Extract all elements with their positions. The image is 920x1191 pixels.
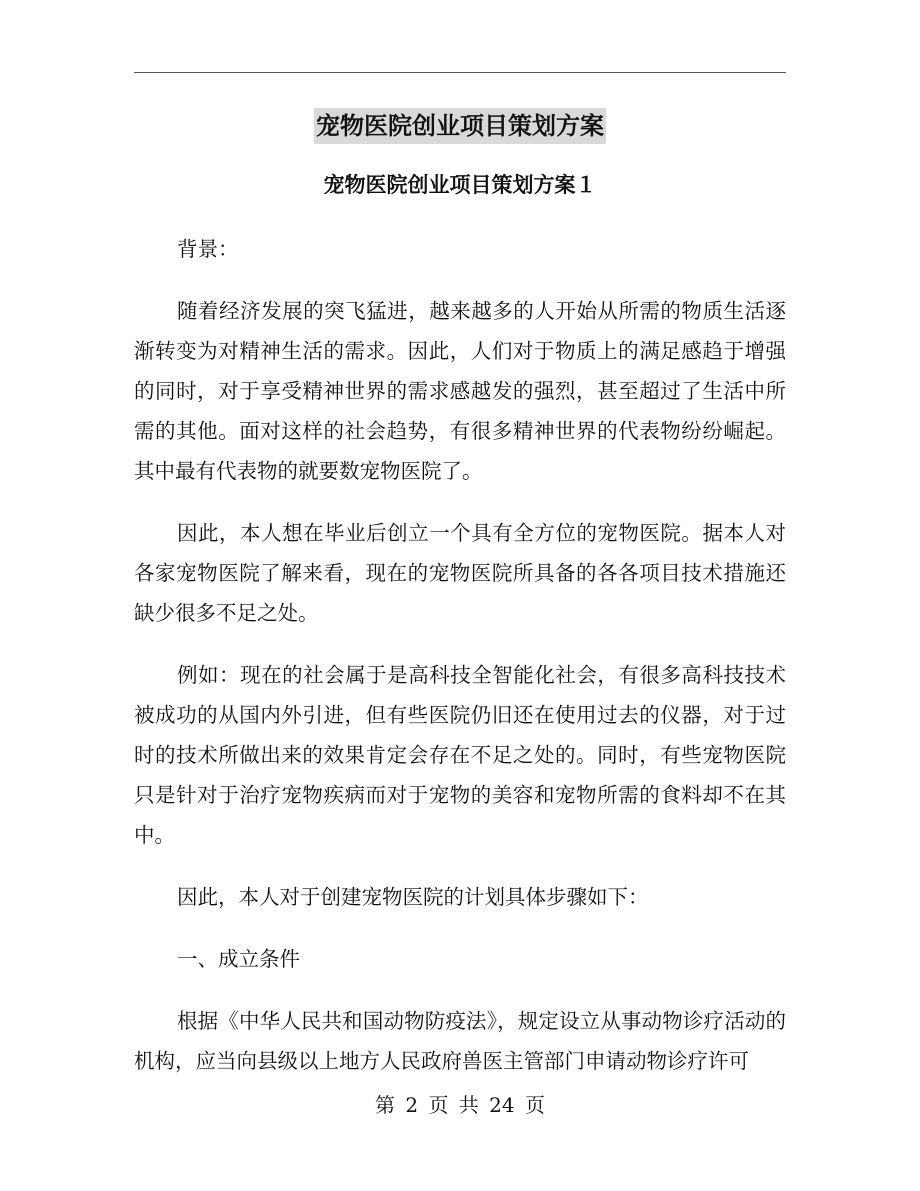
document-body — [134, 229, 786, 1103]
document-subtitle: 宠物医院创业项目策划方案１ — [323, 173, 597, 197]
paragraph: 随着经济发展的突飞猛进，越来越多的人开始从所需的物质生活逐渐转变为对精神生活的需求。因此，人们对于物质上的满足感趋于增强的同时，对于享受精神世界的需求感越发的强烈，甚至超过了生活中所需的其他。面对这样的社会趋势，有很多精神世界的代表物纷纷崛起。其中最有代表物的就要数宠物医院了。 — [134, 299, 786, 483]
header-rule — [134, 72, 786, 73]
title-container — [0, 108, 920, 144]
section-heading: 一、成立条件 — [177, 947, 300, 971]
paragraph: 根据《中华人民共和国动物防疫法》，规定设立从事动物诊疗活动的机构，应当向县级以上地方人民政府兽医主管部门申请动物诊疗许可 — [134, 1009, 786, 1073]
page-number-footer: 第 2 页 共 24 页 — [375, 1093, 545, 1117]
document-title: 宠物医院创业项目策划方案 — [314, 108, 606, 144]
paragraph: 因此，本人想在毕业后创立一个具有全方位的宠物医院。据本人对各家宠物医院了解来看，现在的宠物医院所具备的各各项目技术措施还缺少很多不足之处。 — [134, 521, 786, 625]
paragraph-background-heading: 背景： — [177, 237, 239, 261]
paragraph: 例如：现在的社会属于是高科技全智能化社会，有很多高科技技术被成功的从国内外引进，但有些医院仍旧还在使用过去的仪器，对于过时的技术所做出来的效果肯定会存在不足之处的。同时，有些宠物医院只是针对于治疗宠物疾病而对于宠物的美容和宠物所需的食料却不在其中。 — [134, 663, 786, 847]
paragraph: 因此，本人对于创建宠物医院的计划具体步骤如下： — [177, 885, 649, 909]
